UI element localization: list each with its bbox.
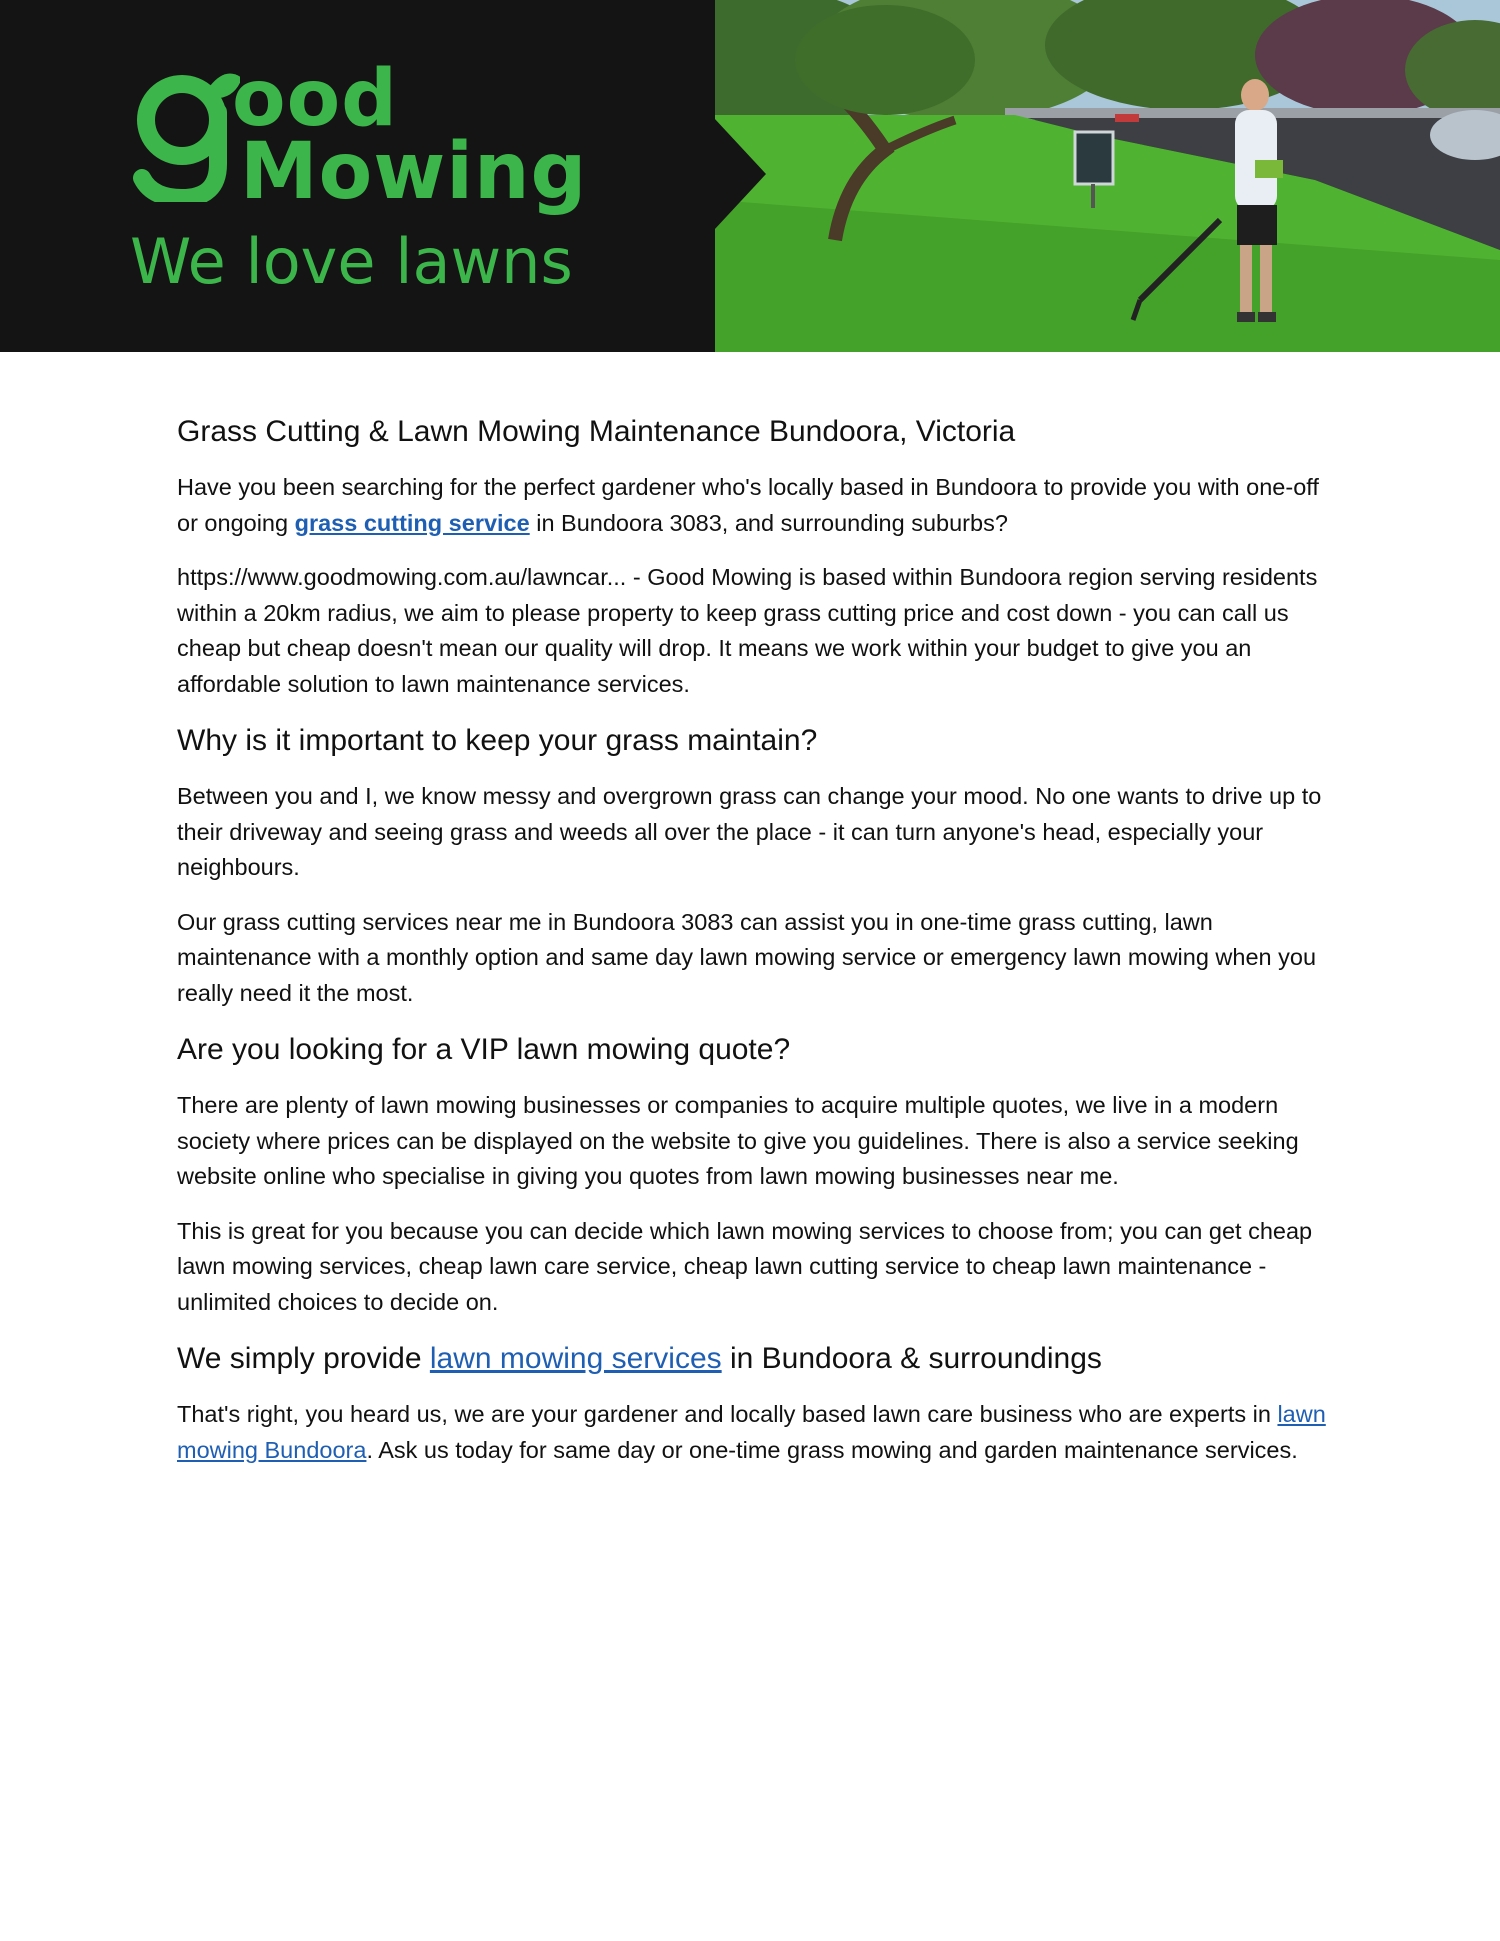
logo-panel — [0, 0, 715, 352]
lawn-mowing-bundoora-link[interactable]: lawn mowing Bundoora — [177, 1401, 1326, 1463]
quote-paragraph-2: This is great for you because you can decide which lawn mowing services to choose from; you can get cheap lawn mowing services, cheap lawn care service, cheap lawn cutting service to cheap lawn maintenance - unlimited choices to decide on. — [177, 1217, 1313, 1315]
heading-text-after: in Bundoora & surroundings — [721, 1342, 1102, 1375]
closing-text-after: . Ask us today for same day or one-time grass mowing and garden maintenance services. — [366, 1436, 1298, 1463]
lawn-mowing-services-link[interactable]: lawn mowing services — [429, 1342, 722, 1375]
about-paragraph: https://www.goodmowing.com.au/lawncar... - Good Mowing is based within Bundoora region serving residents within a 20km radius, we aim to please property to keep grass cutting price and cost down - you can call us cheap but cheap doesn't mean our quality will drop. It means we work within your budget to give you an affordable solution to lawn maintenance services. — [177, 564, 1318, 697]
header-banner — [0, 0, 1500, 352]
section-heading-grass-cutting: Grass Cutting & Lawn Mowing Maintenance Bundoora, Victoria — [177, 415, 1016, 448]
why-paragraph-2: Our grass cutting services near me in Bundoora 3083 can assist you in one-time grass cutting, lawn maintenance with a monthly option and same day lawn mowing service or emergency lawn mowing when you really need it the most. — [177, 908, 1317, 1006]
closing-text-before: That's right, you heard us, we are your gardener and locally based lawn care business who are experts in — [177, 1401, 1278, 1427]
intro-text-after: in Bundoora 3083, and surrounding suburbs? — [529, 509, 1008, 536]
logo-g-leaf-icon — [130, 72, 240, 202]
intro-paragraph — [177, 470, 1337, 541]
grass-cutting-service-link[interactable]: grass cutting service — [294, 509, 530, 536]
section-heading-why-important: Why is it important to keep your grass maintain? — [177, 724, 818, 757]
lawn-mowing-photo — [715, 0, 1500, 352]
logo-tagline: We love lawns — [130, 225, 573, 298]
heading-text-before: We simply provide — [177, 1342, 430, 1375]
banner-arrow-divider — [714, 118, 766, 230]
section-heading-vip-quote: Are you looking for a VIP lawn mowing quote? — [177, 1033, 791, 1066]
logo-text-mowing: Mowing — [240, 127, 588, 217]
article-body — [177, 412, 1337, 1487]
why-paragraph-1: Between you and I, we know messy and overgrown grass can change your mood. No one wants to drive up to their driveway and seeing grass and weeds all over the place - it can turn anyone's head, especially your neighbours. — [177, 783, 1322, 880]
photo-illustration — [715, 0, 1500, 352]
section-heading-we-provide — [177, 1339, 1337, 1379]
intro-text-before: Have you been searching for the perfect gardener who's locally based in Bundoora to provide you with one-off or ongoing — [177, 474, 1319, 536]
quote-paragraph-1: There are plenty of lawn mowing businesses or companies to acquire multiple quotes, we live in a modern society where prices can be displayed on the website to give you guidelines. There is also a service seeking website online who specialise in giving you quotes from lawn mowing businesses near me. — [177, 1092, 1299, 1189]
closing-paragraph — [177, 1397, 1337, 1468]
logo-text-ood: ood — [232, 54, 399, 144]
